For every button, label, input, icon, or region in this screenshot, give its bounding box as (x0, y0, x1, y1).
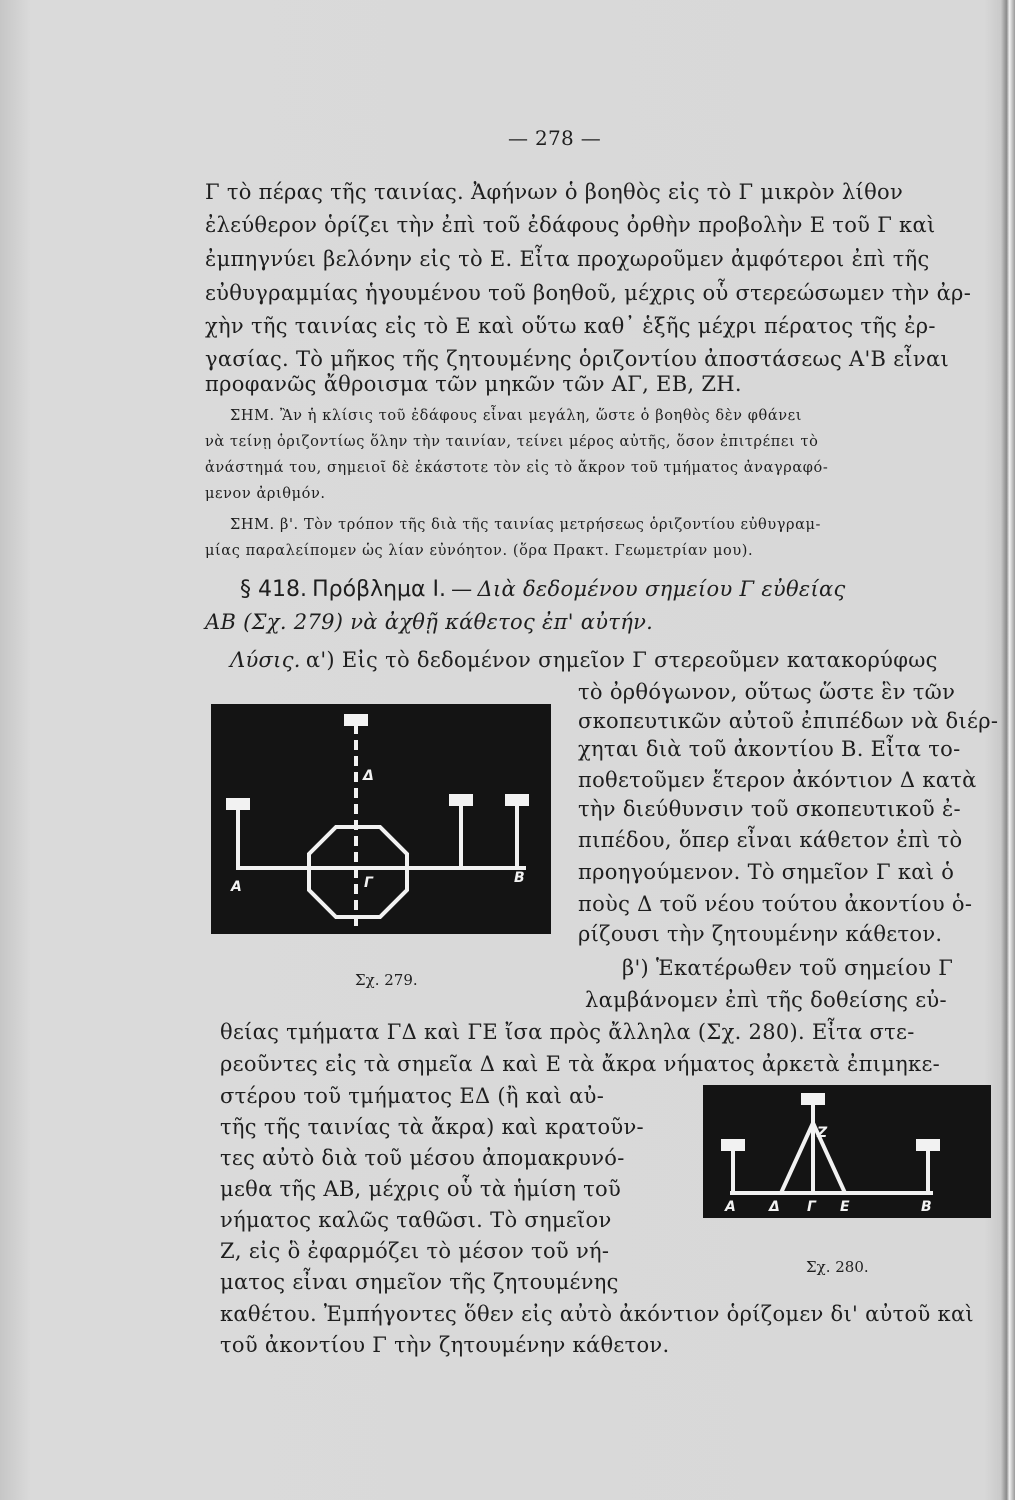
text-line: εὐθυγραμμίας ἡγουμένου τοῦ βοηθοῦ, μέχρις οὗ στερεώσωμεν τὴν ἀρ- (205, 281, 972, 305)
page-number: — 278 — (508, 126, 601, 150)
label-a: A (231, 879, 242, 895)
text-line: χὴν τῆς ταινίας εἰς τὸ Ε καὶ οὕτω καθ᾽ ἑξῆς μέχρι πέρατος τῆς ἐρ- (205, 314, 936, 338)
figure-280 (703, 1085, 991, 1218)
text-line: σκοπευτικῶν αὐτοῦ ἐπιπέδων νὰ διέρ- (578, 709, 999, 733)
note-line: ΣΗΜ. β'. Τὸν τρόπον τῆς διὰ τῆς ταινίας μετρήσεως ὁριζοντίου εὐθυγραμ- (230, 517, 822, 533)
section-statement: Διὰ δεδομένου σημείου Γ εὐθείας (477, 577, 846, 601)
text-line: νήματος καλῶς ταθῶσι. Τὸ σημεῖον (220, 1208, 612, 1232)
text-line: μεθα τῆς ΑΒ, μέχρις οὗ τὰ ἡμίση τοῦ (220, 1177, 622, 1201)
section-heading (240, 577, 846, 602)
label-e: E (840, 1199, 850, 1215)
text-line: τῆς τῆς ταινίας τὰ ἄκρα) καὶ κρατοῦν- (220, 1115, 644, 1139)
text-line: προηγούμενον. Τὸ σημεῖον Γ καὶ ὁ (578, 860, 955, 884)
text-line: ἐμπηγνύει βελόνην εἰς τὸ Ε. Εἶτα προχωροῦμεν ἀμφότεροι ἐπὶ τῆς (205, 247, 930, 271)
section-number: § 418. (240, 577, 307, 602)
solution-label: Λύσις. (230, 648, 301, 672)
label-d: Δ (769, 1199, 780, 1215)
figure-279 (211, 704, 551, 934)
label-g: Γ (364, 875, 373, 891)
text-line: καθέτου. Ἐμπήγοντες ὅθεν εἰς αὐτὸ ἀκόντιον ὁρίζομεν δι' αὐτοῦ καὶ (220, 1302, 974, 1326)
section-title: Πρόβλημα Ι. (312, 577, 447, 602)
label-b: B (514, 870, 525, 886)
text-line: Ζ, εἰς ὃ ἐφαρμόζει τὸ μέσον τοῦ νή- (220, 1239, 610, 1263)
label-z: Z (817, 1125, 828, 1141)
text-line: ποὺς Δ τοῦ νέου τούτου ἀκοντίου ὁ- (578, 892, 973, 916)
solution-first-line (230, 648, 938, 672)
label-b: B (921, 1199, 932, 1215)
note-line: μίας παραλείπομεν ὡς λίαν εὐνόητον. (ὅρα Πρακτ. Γεωμετρίαν μου). (205, 543, 754, 559)
text-line: ρεοῦντες εἰς τὰ σημεῖα Δ καὶ Ε τὰ ἄκρα νήματος ἀρκετὰ ἐπιμηκε- (220, 1052, 941, 1076)
figure-280-caption: Σχ. 280. (806, 1258, 869, 1276)
label-a: A (725, 1199, 736, 1215)
text-line: στέρου τοῦ τμήματος ΕΔ (ἢ καὶ αὐ- (220, 1084, 605, 1108)
text-line: τες αὐτὸ διὰ τοῦ μέσου ἀπομακρυνό- (220, 1146, 625, 1170)
note-line: ΣΗΜ. Ἂν ἡ κλίσις τοῦ ἐδάφους εἶναι μεγάλη, ὥστε ὁ βοηθὸς δὲν φθάνει (230, 408, 803, 424)
figure-279-drawing (211, 704, 551, 934)
text-line: προφανῶς ἄθροισμα τῶν μηκῶν τῶν ΑΓ, ΕΒ, ΖΗ. (205, 372, 742, 396)
text-line: τὸ ὀρθόγωνον, οὕτως ὥστε ἓν τῶν (578, 680, 956, 704)
label-g: Γ (807, 1199, 816, 1215)
figure-280-drawing (703, 1085, 991, 1218)
label-d: Δ (363, 768, 374, 784)
text-line: χηται διὰ τοῦ ἀκοντίου Β. Εἶτα το- (578, 737, 961, 761)
text-line: τοῦ ἀκοντίου Γ τὴν ζητουμένην κάθετον. (220, 1333, 670, 1357)
text-line: λαμβάνομεν ἐπὶ τῆς δοθείσης εὐ- (585, 988, 947, 1012)
note-line: ἀνάστημά του, σημειοῖ δὲ ἑκάστοτε τὸν εἰς τὸ ἄκρον τοῦ τμήματος ἀναγραφό- (205, 460, 829, 476)
text-line: ρίζουσι τὴν ζητουμένην κάθετον. (578, 922, 943, 946)
text-line: ἐλεύθερον ὁρίζει τὴν ἐπὶ τοῦ ἐδάφους ὀρθὴν προβολὴν Ε τοῦ Γ καὶ (205, 213, 936, 237)
page-edge (1001, 0, 1015, 1500)
text-line: β') Ἑκατέρωθεν τοῦ σημείου Γ (622, 956, 954, 980)
note-line: μενον ἀριθμόν. (205, 486, 326, 502)
text-line: τὴν διεύθυνσιν τοῦ σκοπευτικοῦ ἐ- (578, 797, 961, 821)
text-line: γασίας. Τὸ μῆκος τῆς ζητουμένης ὁριζοντίου ἀποστάσεως Α'Β εἶναι (205, 347, 950, 371)
text-line: θείας τμήματα ΓΔ καὶ ΓΕ ἴσα πρὸς ἄλληλα (Σχ. 280). Εἶτα στε- (220, 1020, 915, 1044)
figure-279-caption: Σχ. 279. (355, 971, 418, 989)
note-line: νὰ τείνῃ ὁριζοντίως ὅλην τὴν ταινίαν, τείνει μέρος αὐτῆς, ὅσον ἐπιτρέπει τὸ (205, 434, 819, 450)
text-line: ποθετοῦμεν ἕτερον ἀκόντιον Δ κατὰ (578, 768, 977, 792)
text-line: πιπέδου, ὅπερ εἶναι κάθετον ἐπὶ τὸ (578, 828, 963, 852)
section-dash: — (451, 577, 473, 601)
text-line: Γ τὸ πέρας τῆς ταινίας. Ἀφήνων ὁ βοηθὸς εἰς τὸ Γ μικρὸν λίθον (205, 180, 904, 204)
solution-a-text: α') Εἰς τὸ δεδομένον σημεῖον Γ στερεοῦμεν κατακορύφως (305, 648, 938, 672)
section-statement-cont: ΑΒ (Σχ. 279) νὰ ἀχθῇ κάθετος ἐπ' αὐτήν. (205, 610, 654, 634)
text-line: ματος εἶναι σημεῖον τῆς ζητουμένης (220, 1270, 619, 1294)
